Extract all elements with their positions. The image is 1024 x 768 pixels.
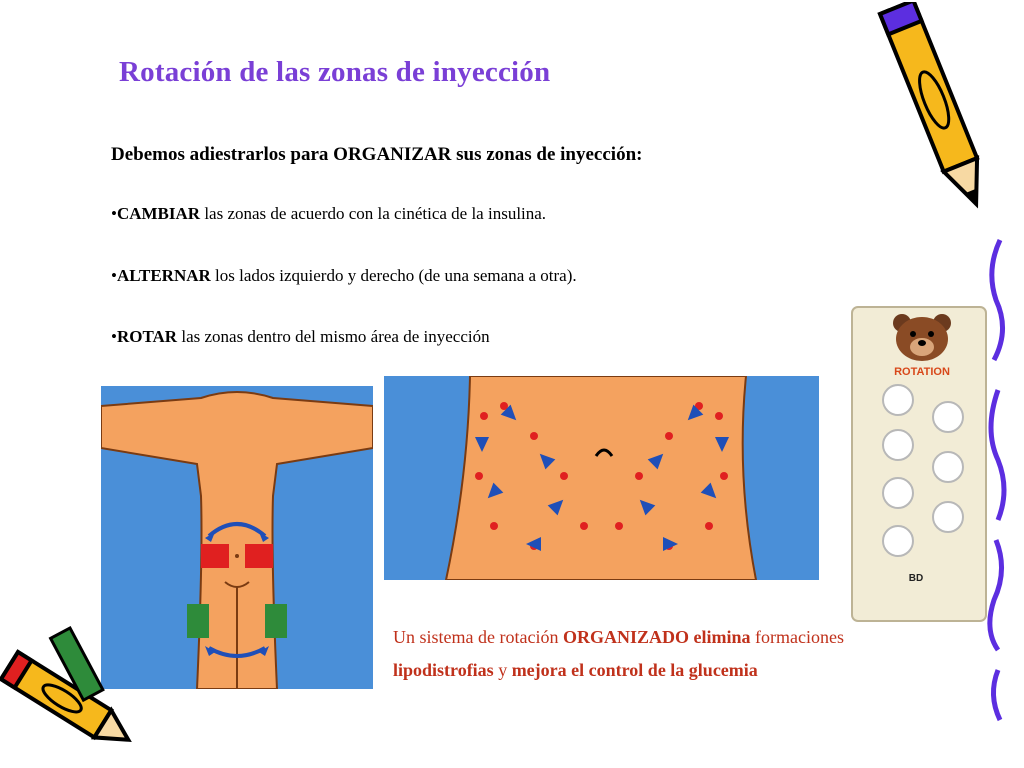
injection-dot — [560, 472, 568, 480]
injection-dot — [715, 412, 723, 420]
card-slot — [883, 526, 913, 556]
bullet-text: las zonas de acuerdo con la cinética de la insulina. — [200, 204, 547, 223]
injection-dot — [480, 412, 488, 420]
injection-dot — [635, 472, 643, 480]
injection-dot — [580, 522, 588, 530]
card-slot — [933, 402, 963, 432]
bullet-alternar — [111, 266, 577, 286]
caption-bold: lipodistrofias — [393, 660, 494, 680]
card-slot — [933, 452, 963, 482]
caption-text: Un sistema de rotación — [393, 627, 563, 647]
card-footer: BD — [908, 573, 924, 584]
squiggle-border — [976, 230, 1020, 730]
bullet-marker: • — [111, 266, 117, 285]
slide-subtitle: Debemos adiestrarlos para ORGANIZAR sus zonas de inyección: — [111, 144, 643, 165]
injection-dot — [490, 522, 498, 530]
bullet-text: las zonas dentro del mismo área de inyección — [177, 327, 490, 346]
bullet-keyword: ALTERNAR — [116, 266, 211, 285]
injection-dot — [705, 522, 713, 530]
bullet-marker: • — [111, 204, 117, 223]
bullet-text: los lados izquierdo y derecho (de una semana a otra). — [210, 266, 577, 285]
injection-dot — [530, 432, 538, 440]
injection-dot — [720, 472, 728, 480]
caption-text: y — [493, 660, 512, 680]
card-slot — [883, 430, 913, 460]
bullet-cambiar — [111, 204, 546, 224]
injection-dot — [615, 522, 623, 530]
injection-dot — [475, 472, 483, 480]
pencil-icon — [0, 618, 160, 758]
injection-dot — [665, 432, 673, 440]
card-label: ROTATION — [894, 366, 950, 378]
caption-bold: ORGANIZADO elimina — [562, 627, 751, 647]
pencil-icon — [858, 2, 1008, 242]
slide-title: Rotación de las zonas de inyección — [119, 56, 551, 88]
card-slot — [883, 385, 913, 415]
bullet-marker: • — [111, 327, 117, 346]
abdomen-rotation-illustration — [384, 376, 819, 580]
bullet-rotar — [111, 327, 490, 347]
rotation-card — [850, 305, 988, 623]
caption-text: formaciones — [750, 627, 844, 647]
card-slot — [883, 478, 913, 508]
bullet-keyword: CAMBIAR — [116, 204, 201, 223]
rotation-caption — [393, 621, 913, 687]
caption-bold: mejora el control de la glucemia — [511, 660, 758, 680]
card-slot — [933, 502, 963, 532]
bullet-keyword: ROTAR — [116, 327, 178, 346]
